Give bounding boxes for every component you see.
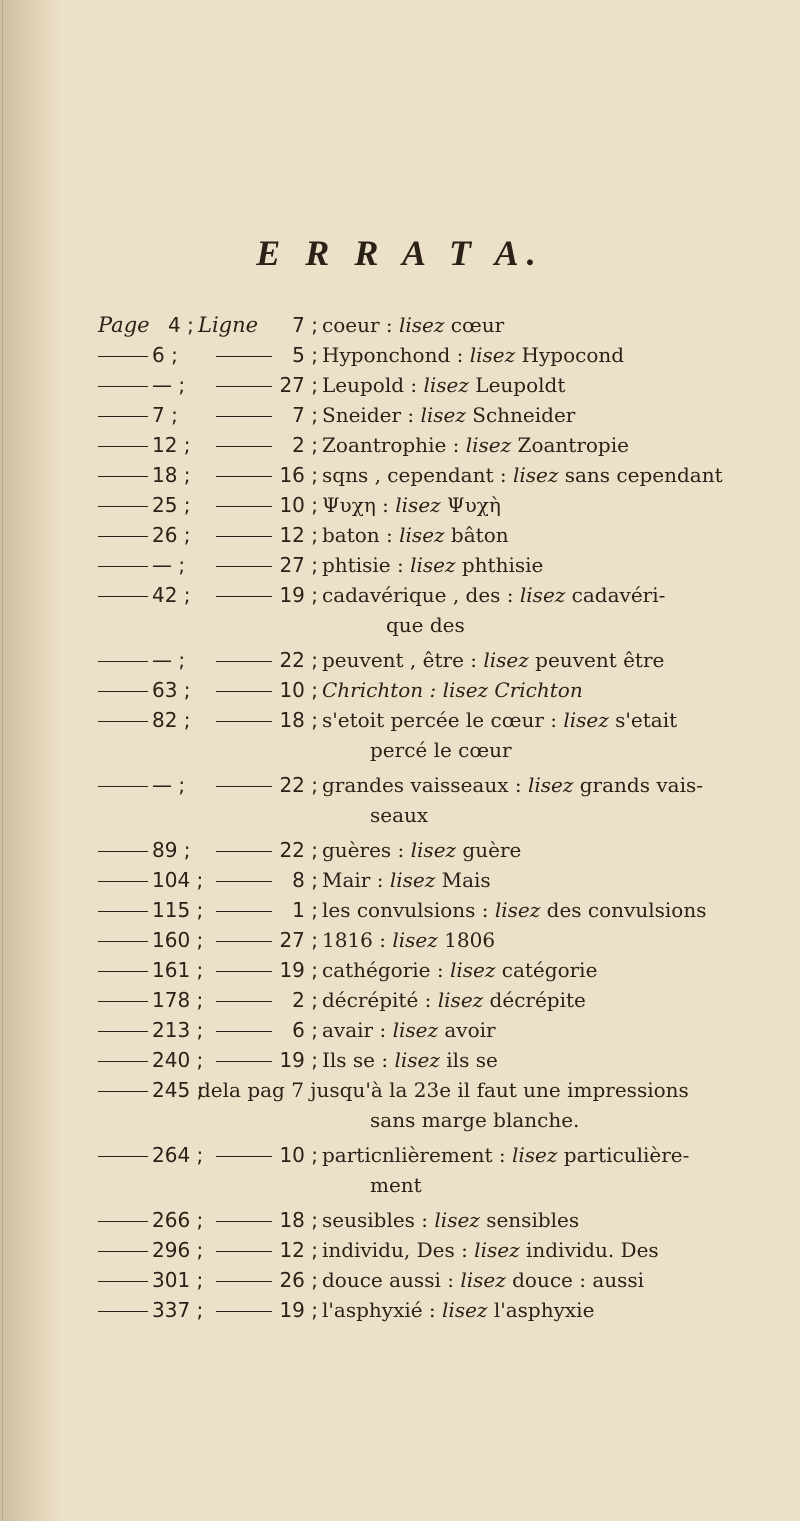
ditto-rule xyxy=(216,1281,272,1282)
line-number: 1 ; xyxy=(292,898,318,922)
correction-text: Ψυχη : lisez Ψυχὴ xyxy=(322,493,501,517)
correction-text: seusibles : lisez sensibles xyxy=(322,1208,580,1232)
ditto-rule xyxy=(216,596,272,597)
correction-text: les convulsions : lisez des convulsions xyxy=(322,898,707,922)
page-number: 337 ; xyxy=(152,1298,204,1322)
errata-row xyxy=(0,925,800,955)
ditto-rule xyxy=(216,786,272,787)
ditto-rule xyxy=(216,941,272,942)
errata-row xyxy=(0,340,800,370)
line-number: 7 ; xyxy=(292,313,318,337)
line-number: 18 ; xyxy=(279,1208,318,1232)
leader-rule xyxy=(98,721,148,722)
correction-text: Ils se : lisez ils se xyxy=(322,1048,498,1072)
line-number: 16 ; xyxy=(279,463,318,487)
ditto-rule xyxy=(216,566,272,567)
correction-text: 1816 : lisez 1806 xyxy=(322,928,496,952)
ditto-rule xyxy=(216,721,272,722)
errata-row xyxy=(0,430,800,460)
page-number: 6 ; xyxy=(152,343,178,367)
leader-rule xyxy=(98,1221,148,1222)
ditto-rule xyxy=(216,1156,272,1157)
errata-header-row xyxy=(0,310,800,340)
leader-rule xyxy=(98,1311,148,1312)
errata-row xyxy=(0,895,800,925)
page-number: — ; xyxy=(152,553,186,577)
correction-text: coeur : lisez cœur xyxy=(322,313,505,337)
leader-rule xyxy=(98,446,148,447)
errata-row xyxy=(0,865,800,895)
continuation-line: percé le cœur xyxy=(370,738,512,762)
ditto-rule xyxy=(216,536,272,537)
line-number: 6 ; xyxy=(292,1018,318,1042)
line-number: 19 ; xyxy=(279,958,318,982)
leader-rule xyxy=(98,596,148,597)
correction-text: guères : lisez guère xyxy=(322,838,522,862)
leader-rule xyxy=(98,661,148,662)
leader-rule xyxy=(98,1091,148,1092)
errata-row xyxy=(0,1205,800,1235)
line-number: 12 ; xyxy=(279,1238,318,1262)
line-number: 19 ; xyxy=(279,1298,318,1322)
page-number: — ; xyxy=(152,373,186,397)
errata-row xyxy=(0,705,800,735)
leader-rule xyxy=(98,1061,148,1062)
correction-text: décrépité : lisez décrépite xyxy=(322,988,586,1012)
correction-text: grandes vaisseaux : lisez grands vais- xyxy=(322,773,703,797)
leader-rule xyxy=(98,386,148,387)
line-number: 10 ; xyxy=(279,493,318,517)
leader-rule xyxy=(98,476,148,477)
correction-text: avair : lisez avoir xyxy=(322,1018,496,1042)
page-number: 42 ; xyxy=(152,583,191,607)
errata-row xyxy=(0,1235,800,1265)
leader-rule xyxy=(98,1251,148,1252)
page-number: 213 ; xyxy=(152,1018,204,1042)
ditto-rule xyxy=(216,1311,272,1312)
page-number: 266 ; xyxy=(152,1208,204,1232)
leader-rule xyxy=(98,566,148,567)
page-number: 296 ; xyxy=(152,1238,204,1262)
ditto-rule xyxy=(216,1251,272,1252)
continuation-line: seaux xyxy=(370,803,429,827)
leader-rule xyxy=(98,881,148,882)
errata-row xyxy=(0,520,800,550)
line-number: 27 ; xyxy=(279,373,318,397)
page-number: 115 ; xyxy=(152,898,204,922)
errata-row xyxy=(0,770,800,800)
errata-row xyxy=(0,1140,800,1170)
errata-row xyxy=(0,370,800,400)
ditto-rule xyxy=(216,446,272,447)
correction-text: Mair : lisez Mais xyxy=(322,868,491,892)
page-number: 12 ; xyxy=(152,433,191,457)
leader-rule xyxy=(98,1281,148,1282)
page-number: — ; xyxy=(152,648,186,672)
ditto-rule xyxy=(216,1031,272,1032)
ditto-rule xyxy=(216,1061,272,1062)
errata-row xyxy=(0,460,800,490)
leader-rule xyxy=(98,691,148,692)
page-number: 89 ; xyxy=(152,838,191,862)
page-number: — ; xyxy=(152,773,186,797)
errata-row xyxy=(0,645,800,675)
ditto-rule xyxy=(216,1221,272,1222)
errata-row xyxy=(0,490,800,520)
errata-row xyxy=(0,675,800,705)
line-number: 5 ; xyxy=(292,343,318,367)
errata-row xyxy=(0,1295,800,1325)
correction-text: baton : lisez bâton xyxy=(322,523,509,547)
line-number: 22 ; xyxy=(279,838,318,862)
leader-rule xyxy=(98,506,148,507)
correction-text: douce aussi : lisez douce : aussi xyxy=(322,1268,645,1292)
correction-text: sqns , cependant : lisez sans cependant xyxy=(322,463,723,487)
leader-rule xyxy=(98,911,148,912)
correction-text: l'asphyxié : lisez l'asphyxie xyxy=(322,1298,595,1322)
line-number: 19 ; xyxy=(279,583,318,607)
line-number: 27 ; xyxy=(279,928,318,952)
ditto-rule xyxy=(216,1001,272,1002)
page-number: 240 ; xyxy=(152,1048,204,1072)
leader-rule xyxy=(98,1001,148,1002)
line-number: 2 ; xyxy=(292,988,318,1012)
page-number: 7 ; xyxy=(152,403,178,427)
page-number: 25 ; xyxy=(152,493,191,517)
line-number: 10 ; xyxy=(279,678,318,702)
page-number: 63 ; xyxy=(152,678,191,702)
continuation-line: que des xyxy=(386,613,465,637)
page-number: 160 ; xyxy=(152,928,204,952)
correction-text: Zoantrophie : lisez Zoantropie xyxy=(322,433,629,457)
page-number: 264 ; xyxy=(152,1143,204,1167)
ditto-rule xyxy=(216,476,272,477)
correction-text: Leupold : lisez Leupoldt xyxy=(322,373,566,397)
errata-row-special xyxy=(0,1075,800,1105)
leader-rule xyxy=(98,356,148,357)
correction-text: peuvent , être : lisez peuvent être xyxy=(322,648,665,672)
correction-text: cathégorie : lisez catégorie xyxy=(322,958,598,982)
page-number: 26 ; xyxy=(152,523,191,547)
correction-text: Hyponchond : lisez Hypocond xyxy=(322,343,625,367)
ditto-rule xyxy=(216,971,272,972)
correction-text: Sneider : lisez Schneider xyxy=(322,403,576,427)
correction-text: dela pag 7 jusqu'à la 23e il faut une impressions xyxy=(198,1078,689,1102)
leader-rule xyxy=(98,536,148,537)
line-number: 18 ; xyxy=(279,708,318,732)
page-title: E R R A T A. xyxy=(256,233,544,273)
line-number: 22 ; xyxy=(279,648,318,672)
errata-row xyxy=(0,580,800,610)
line-number: 2 ; xyxy=(292,433,318,457)
errata-row xyxy=(0,1265,800,1295)
continuation-line: ment xyxy=(370,1173,422,1197)
line-number: 26 ; xyxy=(279,1268,318,1292)
correction-text: individu, Des : lisez individu. Des xyxy=(322,1238,659,1262)
page-number: 245 ; xyxy=(152,1078,204,1102)
line-number: 22 ; xyxy=(279,773,318,797)
line-number: 12 ; xyxy=(279,523,318,547)
ditto-rule xyxy=(216,356,272,357)
line-number: 19 ; xyxy=(279,1048,318,1072)
leader-rule xyxy=(98,416,148,417)
line-number: 8 ; xyxy=(292,868,318,892)
line-number: 7 ; xyxy=(292,403,318,427)
correction-text: s'etoit percée le cœur : lisez s'etait xyxy=(322,708,678,732)
ditto-rule xyxy=(216,881,272,882)
ditto-rule xyxy=(216,851,272,852)
ditto-rule xyxy=(216,661,272,662)
errata-row xyxy=(0,400,800,430)
continuation-line: sans marge blanche. xyxy=(370,1108,580,1132)
leader-rule xyxy=(98,851,148,852)
page-number: 178 ; xyxy=(152,988,204,1012)
ditto-rule xyxy=(216,911,272,912)
errata-row xyxy=(0,985,800,1015)
ditto-rule xyxy=(216,416,272,417)
leader-rule xyxy=(98,971,148,972)
line-number: 10 ; xyxy=(279,1143,318,1167)
errata-row xyxy=(0,1015,800,1045)
ligne-column-label: Ligne xyxy=(198,313,259,337)
correction-text: particnlièrement : lisez particulière- xyxy=(322,1143,690,1167)
correction-text: phtisie : lisez phthisie xyxy=(322,553,544,577)
errata-row xyxy=(0,955,800,985)
line-number: 27 ; xyxy=(279,553,318,577)
leader-rule xyxy=(98,1156,148,1157)
page-column-label: Page xyxy=(98,313,150,337)
page-number: 4 ; xyxy=(168,313,194,337)
page-number: 161 ; xyxy=(152,958,204,982)
errata-row xyxy=(0,835,800,865)
page-number: 82 ; xyxy=(152,708,191,732)
ditto-rule xyxy=(216,691,272,692)
page-number: 301 ; xyxy=(152,1268,204,1292)
leader-rule xyxy=(98,941,148,942)
errata-row xyxy=(0,1045,800,1075)
ditto-rule xyxy=(216,386,272,387)
page-number: 104 ; xyxy=(152,868,204,892)
correction-text: cadavérique , des : lisez cadavéri- xyxy=(322,583,666,607)
leader-rule xyxy=(98,1031,148,1032)
correction-text: Chrichton : lisez Crichton xyxy=(322,678,583,702)
leader-rule xyxy=(98,786,148,787)
ditto-rule xyxy=(216,506,272,507)
errata-row xyxy=(0,550,800,580)
page-number: 18 ; xyxy=(152,463,191,487)
